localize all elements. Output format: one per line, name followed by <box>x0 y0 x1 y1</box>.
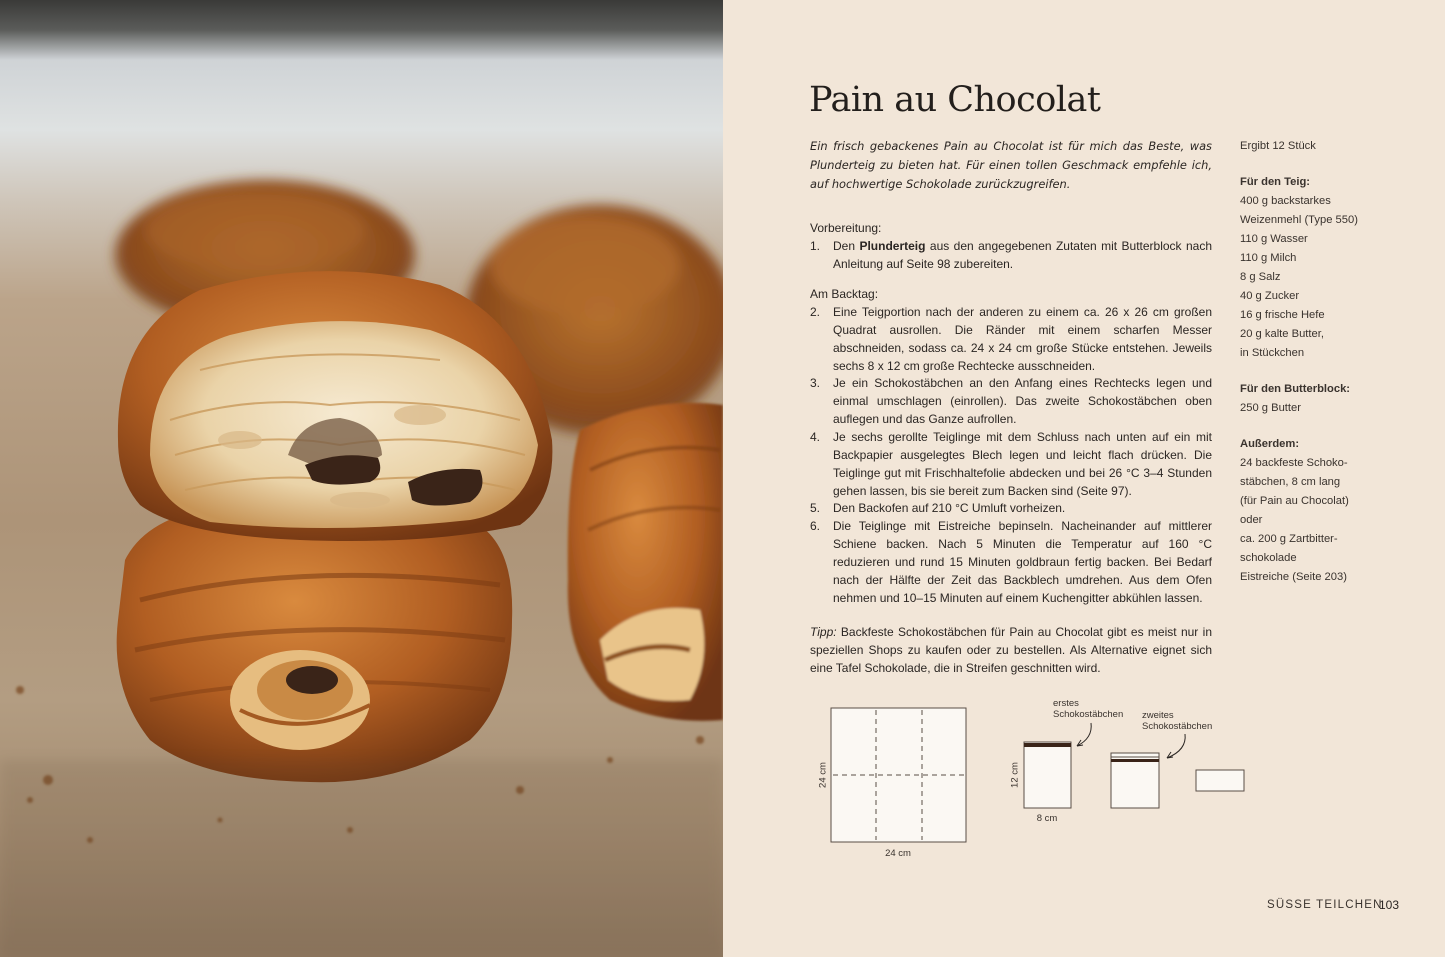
step-text-part: aus den angegebenen Zutaten mit Butterblock nach Anleitung auf Seite 98 zubereiten. <box>833 239 1212 271</box>
step-number: 6. <box>810 519 821 533</box>
step-number: 1. <box>810 239 821 253</box>
ingredient-line: 110 g Milch <box>1240 252 1297 264</box>
ingredient-line: Eistreiche (Seite 203) <box>1240 571 1347 583</box>
step-number: 3. <box>810 376 821 390</box>
first-stick-label-line2: Schokostäbchen <box>1053 709 1124 720</box>
butter-heading: Für den Butterblock: <box>1240 383 1351 395</box>
step-text: Je sechs gerollte Teiglinge mit dem Schluss nach unten auf ein mit Backpapier ausgelegtes Blech legen und leicht flach drücken. Die Teiglinge gut mit Frischhaltefolie abdecken und bei 26 °C 3–4 Stunden gehen lassen, bis sie bereit zum Backen sind (Seite 97). <box>833 430 1212 498</box>
step-number: 5. <box>810 501 821 515</box>
tip-label: Tipp: <box>810 625 837 639</box>
first-chocolate-stick <box>1024 743 1071 747</box>
ingredient-line: Weizenmehl (Type 550) <box>1240 214 1358 226</box>
ingredient-line: 110 g Wasser <box>1240 233 1308 245</box>
recipe-intro: Ein frisch gebackenes Pain au Chocolat ist für mich das Beste, was Plunderteig zu bieten hat. Für einen tollen Geschmack empfehle ich, auf hochwertige Schokolade zurückzugreifen. <box>810 139 1212 191</box>
ingredient-line: 40 g Zucker <box>1240 290 1300 302</box>
ingredient-line: 24 backfeste Schoko- <box>1240 457 1348 469</box>
arrow-head <box>1167 752 1173 758</box>
running-footer-section: SÜSSE TEILCHEN <box>1267 899 1383 911</box>
ingredient-line: 8 g Salz <box>1240 271 1281 283</box>
tip-text: Backfeste Schokostäbchen für Pain au Chocolat gibt es meist nur in speziellen Shops zu kaufen oder zu bestellen. Als Alternative eignet sich eine Tafel Schokolade, die in Streifen geschnitten wird. <box>810 625 1212 675</box>
second-chocolate-stick <box>1111 759 1159 762</box>
ingredient-line: 20 g kalte Butter, <box>1240 328 1324 340</box>
second-stick-label-line1: zweites <box>1142 710 1174 721</box>
step-text-part: Den <box>833 239 860 253</box>
step-text-bold: Plunderteig <box>859 239 926 253</box>
bake-label: Am Backtag: <box>810 287 879 301</box>
ingredient-line: oder <box>1240 514 1263 526</box>
ingredient-line: (für Pain au Chocolat) <box>1240 495 1349 507</box>
rect-height-label: 12 cm <box>1009 762 1021 788</box>
ingredient-line: schokolade <box>1240 552 1297 564</box>
dough-heading: Für den Teig: <box>1240 176 1311 188</box>
step-text: Die Teiglinge mit Eistreiche bepinseln. Nacheinander auf mittlerer Schiene backen. Nach 5 Minuten die Temperatur auf 160 °C reduzieren und rund 15 Minuten goldbraun fertig backen. Bei Bedarf nach der Hälfte der Zeit das Backblech umdrehen. Aus dem Ofen nehmen und 10–15 Minuten auf einem Kuchengitter abkühlen lassen. <box>833 519 1212 605</box>
side-pastry <box>568 403 723 721</box>
ingredient-line: in Stückchen <box>1240 347 1305 359</box>
step-text <box>833 237 1212 273</box>
step-number: 2. <box>810 305 821 319</box>
tip-paragraph <box>810 623 1212 677</box>
ingredient-line: 16 g frische Hefe <box>1240 309 1325 321</box>
prep-label: Vorbereitung: <box>810 221 882 235</box>
first-stick-label-line1: erstes <box>1053 698 1079 709</box>
ingredients-sidebar <box>1240 137 1380 587</box>
bottom-pastry <box>117 504 513 782</box>
square-side-label: 24 cm <box>817 762 829 788</box>
cutting-diagram <box>815 698 1255 868</box>
dough-rectangle <box>1024 742 1071 808</box>
step-text: Den Backofen auf 210 °C Umluft vorheizen. <box>833 501 1066 515</box>
ingredient-line: stäbchen, 8 cm lang <box>1240 476 1341 488</box>
ingredient-line: 250 g Butter <box>1240 402 1301 414</box>
step-text: Je ein Schokostäbchen an den Anfang eines Rechtecks legen und einmal umschlagen (einrollen). Das zweite Schokostäbchen oben auflegen und das Ganze aufrollen. <box>833 376 1212 426</box>
step-number: 4. <box>810 430 821 444</box>
yield: Ergibt 12 Stück <box>1240 140 1316 152</box>
rolled-pastry <box>1196 770 1244 791</box>
second-stick-label-line2: Schokostäbchen <box>1142 721 1213 732</box>
rect-width-label: 8 cm <box>1036 813 1058 824</box>
extras-heading: Außerdem: <box>1240 438 1300 450</box>
ingredient-line: ca. 200 g Zartbitter- <box>1240 533 1338 545</box>
step-text: Eine Teigportion nach der anderen zu einem ca. 26 x 26 cm großen Quadrat ausrollen. Die Ränder mit einem scharfen Messer abschneiden, sodass ca. 24 x 24 cm große Stücke entstehen. Jeweils sechs 8 x 12 cm große Rechtecke ausschneiden. <box>833 305 1212 373</box>
recipe-page <box>723 0 1445 957</box>
ingredient-line: 400 g backstarkes <box>1240 195 1331 207</box>
recipe-title: Pain au Chocolat <box>809 80 1101 120</box>
square-bottom-label: 24 cm <box>885 848 911 859</box>
page-number: 103 <box>1379 898 1400 912</box>
